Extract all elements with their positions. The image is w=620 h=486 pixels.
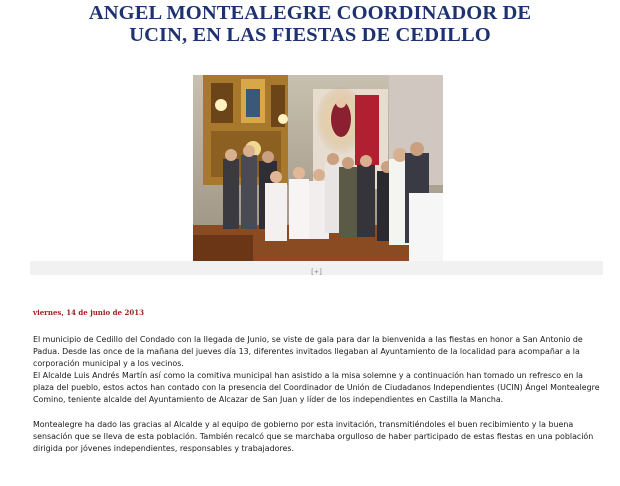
expand-photo-link[interactable]: [+] <box>310 268 323 276</box>
post-date: viernes, 14 de junio de 2013 <box>33 308 144 317</box>
church-group-photo[interactable] <box>193 75 443 261</box>
post-body <box>33 334 605 455</box>
post-title <box>0 2 620 46</box>
post-title-line-1: ANGEL MONTEALEGRE COORDINADOR DE <box>88 2 532 24</box>
paragraph-2: El Alcalde Luis Andrés Martín así como la comitiva municipal han asistido a la misa solemne y a continuación han tomado un refresco en la plaza del pueblo, estos actos han contado con la presencia del Coordinador de Unión de Ciudadanos Independientes (UCIN) Ángel Montealegre Comino, teniente alcalde del Ayuntamiento de Alcazar de San Juan y líder de los independientes en Castilla la Mancha. <box>33 371 600 405</box>
paragraph-1: El municipio de Cedillo del Condado con la llegada de Junio, se viste de gala para dar la bienvenida a las fiestas en honor a San Antonio de Padua. Desde las once de la mañana del jueves día 13, diferentes invitados llegaban al Ayuntamiento de la localidad para acompañar a la corporación municipal y a los vecinos. <box>33 335 583 369</box>
post-title-line-2: UCIN, EN LAS FIESTAS DE CEDILLO <box>129 24 491 46</box>
photo-caption-bar <box>30 261 603 275</box>
paragraph-3: Montealegre ha dado las gracias al Alcalde y al equipo de gobierno por esta invitación, transmitiéndoles el buen recibimiento y la buena sensación que se lleva de esta población. También recalcó que se marchaba orgulloso de haber participado de estas fiestas en una población dirigida por jóvenes independientes, responsables y trabajadores. <box>33 419 594 453</box>
